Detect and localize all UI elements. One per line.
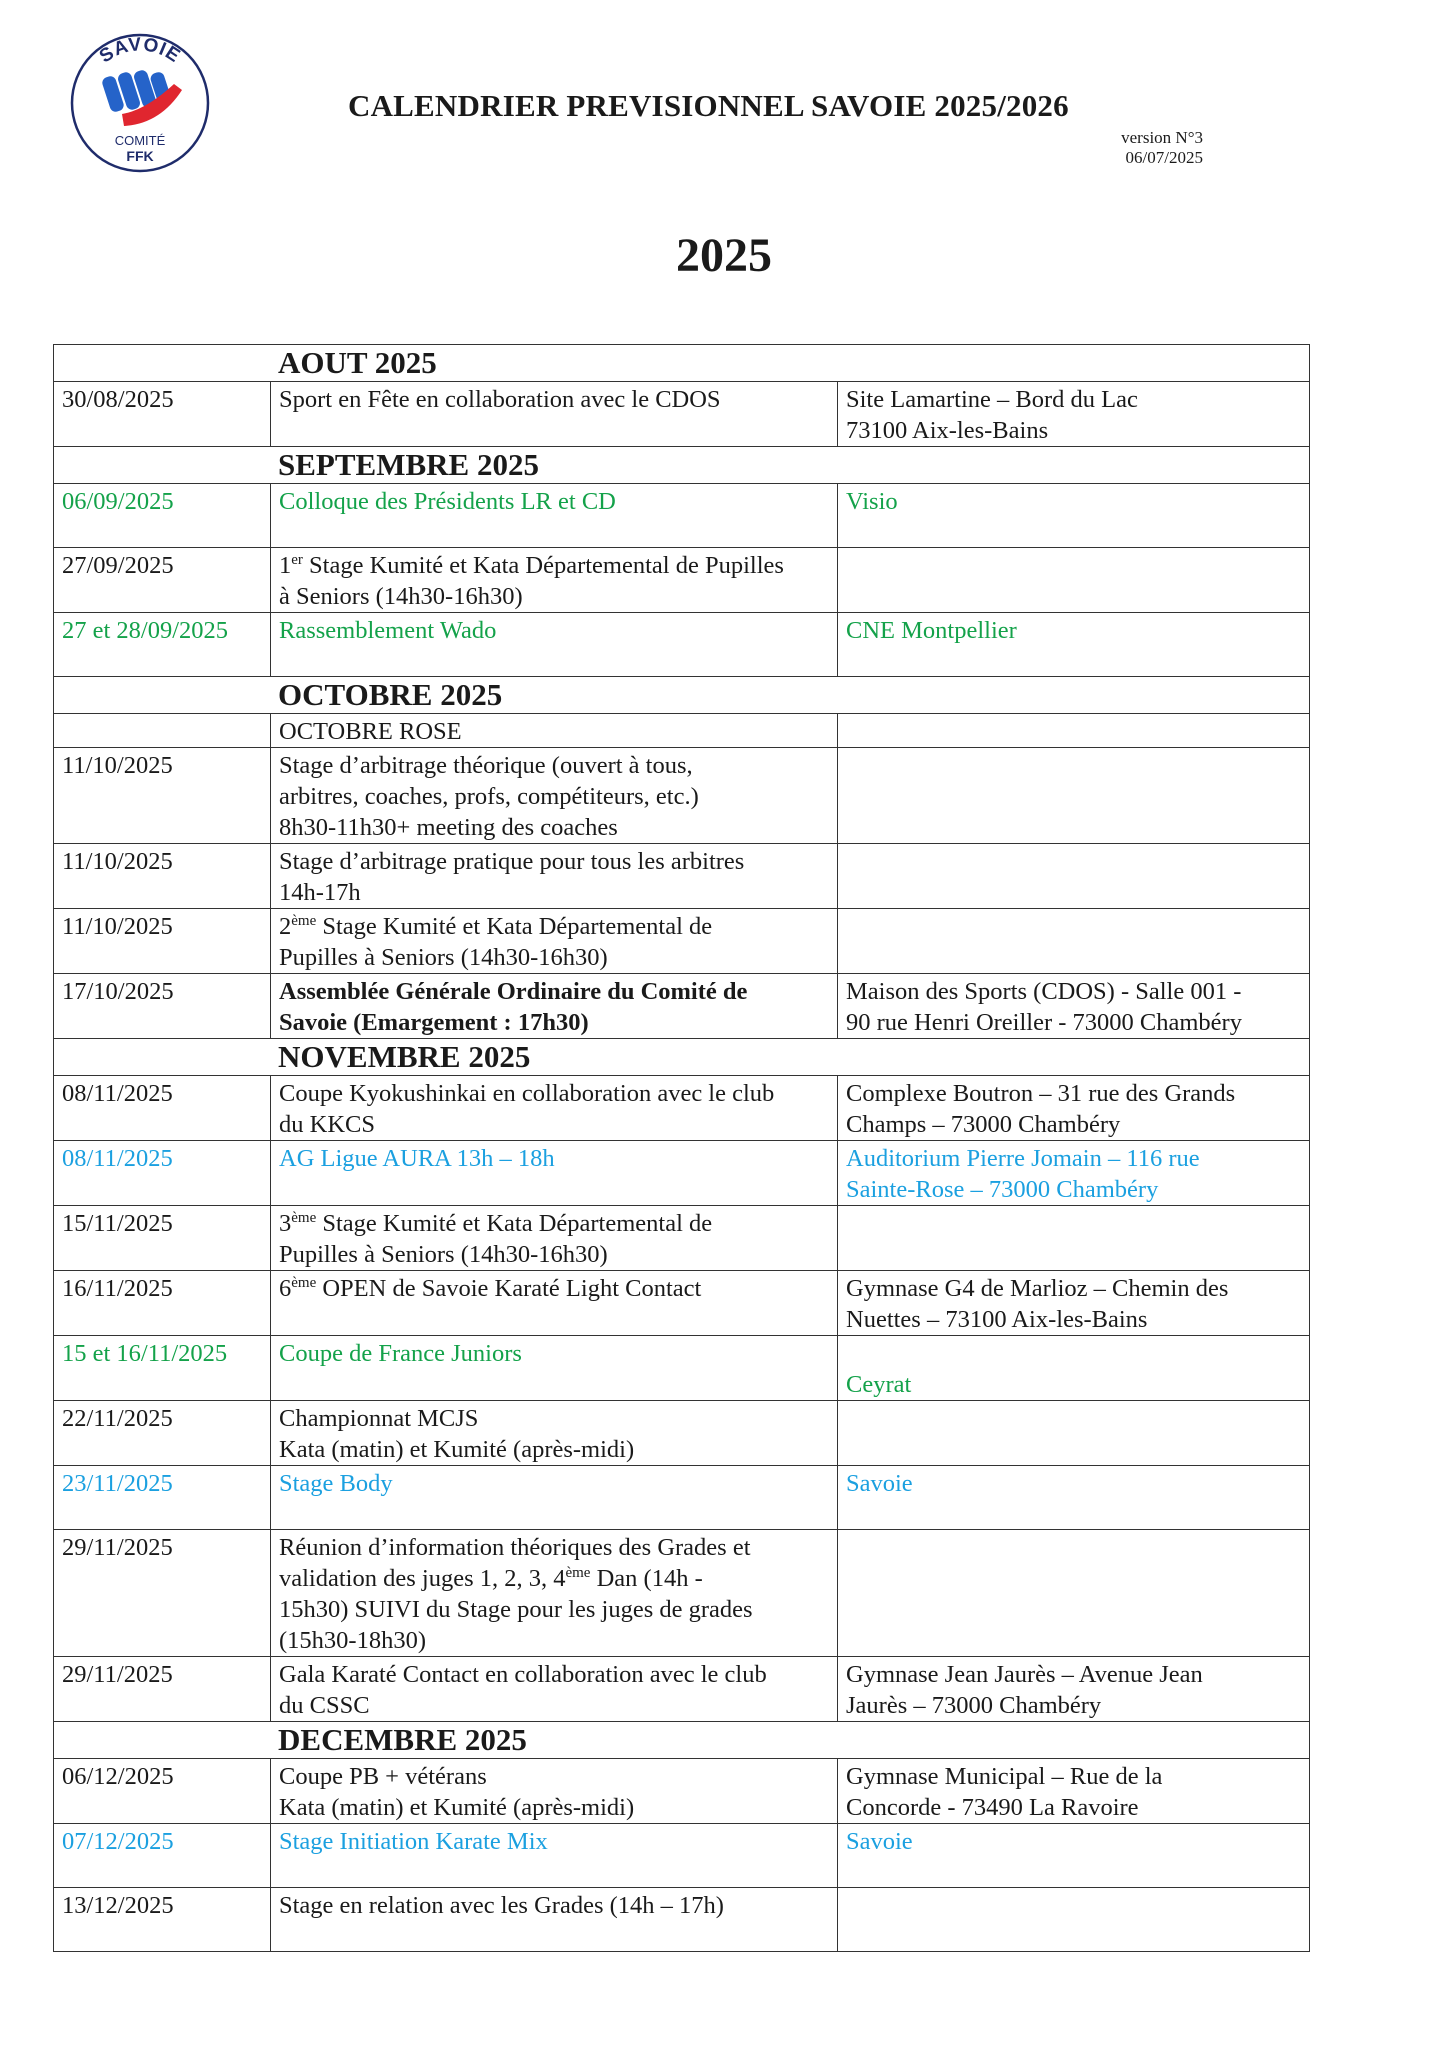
event-description: Rassemblement Wado — [271, 613, 838, 677]
month-row — [54, 1722, 1310, 1759]
event-description: Gala Karaté Contact en collaboration avec le club du CSSC — [271, 1657, 838, 1722]
event-location — [838, 548, 1310, 613]
version-date: 06/07/2025 — [1125, 148, 1203, 167]
event-row — [54, 1336, 1310, 1401]
event-location: CNE Montpellier — [838, 613, 1310, 677]
month-row — [54, 677, 1310, 714]
event-date: 30/08/2025 — [54, 382, 271, 447]
event-row — [54, 382, 1310, 447]
event-row — [54, 1141, 1310, 1206]
event-row — [54, 484, 1310, 548]
event-date: 08/11/2025 — [54, 1141, 271, 1206]
event-description: 2ème Stage Kumité et Kata Départemental de Pupilles à Seniors (14h30-16h30) — [271, 909, 838, 974]
event-date: 17/10/2025 — [54, 974, 271, 1039]
event-date: 07/12/2025 — [54, 1824, 271, 1888]
event-row — [54, 1271, 1310, 1336]
event-row — [54, 1657, 1310, 1722]
event-date: 29/11/2025 — [54, 1530, 271, 1657]
month-label: AOUT 2025 — [278, 345, 437, 380]
page-title: CALENDRIER PREVISIONNEL SAVOIE 2025/2026 — [348, 88, 1069, 123]
ffk-savoie-logo — [66, 28, 214, 178]
event-row — [54, 974, 1310, 1039]
calendar-table — [53, 344, 1310, 1952]
event-date: 16/11/2025 — [54, 1271, 271, 1336]
month-row — [54, 1039, 1310, 1076]
event-date: 11/10/2025 — [54, 844, 271, 909]
event-location: Site Lamartine – Bord du Lac 73100 Aix-les-Bains — [838, 382, 1310, 447]
month-label: SEPTEMBRE 2025 — [278, 447, 539, 482]
event-row — [54, 1888, 1310, 1952]
month-row — [54, 345, 1310, 382]
event-location — [838, 1530, 1310, 1657]
event-row — [54, 1401, 1310, 1466]
event-description: Stage en relation avec les Grades (14h – 17h) — [271, 1888, 838, 1952]
svg-text:SAVOIE: SAVOIE — [95, 34, 185, 68]
event-date: 13/12/2025 — [54, 1888, 271, 1952]
event-row — [54, 1206, 1310, 1271]
event-description: Stage d’arbitrage pratique pour tous les arbitres 14h-17h — [271, 844, 838, 909]
event-row — [54, 1824, 1310, 1888]
event-row — [54, 1759, 1310, 1824]
event-location: Visio — [838, 484, 1310, 548]
event-description: AG Ligue AURA 13h – 18h — [271, 1141, 838, 1206]
version-block — [1121, 128, 1203, 168]
event-description: Coupe Kyokushinkai en collaboration avec le club du KKCS — [271, 1076, 838, 1141]
event-description: Assemblée Générale Ordinaire du Comité de Savoie (Emargement : 17h30) — [271, 974, 838, 1039]
event-date: 06/12/2025 — [54, 1759, 271, 1824]
event-location: Complexe Boutron – 31 rue des Grands Champs – 73000 Chambéry — [838, 1076, 1310, 1141]
event-location: Gymnase G4 de Marlioz – Chemin des Nuettes – 73100 Aix-les-Bains — [838, 1271, 1310, 1336]
event-description: 1er Stage Kumité et Kata Départemental de Pupilles à Seniors (14h30-16h30) — [271, 548, 838, 613]
event-description: Stage Body — [271, 1466, 838, 1530]
event-date: 15 et 16/11/2025 — [54, 1336, 271, 1401]
event-date: 27/09/2025 — [54, 548, 271, 613]
event-location: Savoie — [838, 1466, 1310, 1530]
event-date: 08/11/2025 — [54, 1076, 271, 1141]
event-location: Gymnase Municipal – Rue de la Concorde - 73490 La Ravoire — [838, 1759, 1310, 1824]
event-date: 22/11/2025 — [54, 1401, 271, 1466]
event-location: Maison des Sports (CDOS) - Salle 001 - 90 rue Henri Oreiller - 73000 Chambéry — [838, 974, 1310, 1039]
event-row — [54, 613, 1310, 677]
month-label: NOVEMBRE 2025 — [278, 1039, 531, 1074]
event-row — [54, 909, 1310, 974]
event-row — [54, 548, 1310, 613]
event-description: 3ème Stage Kumité et Kata Départemental de Pupilles à Seniors (14h30-16h30) — [271, 1206, 838, 1271]
version-number: version N°3 — [1121, 128, 1203, 147]
event-location: Savoie — [838, 1824, 1310, 1888]
event-description: Colloque des Présidents LR et CD — [271, 484, 838, 548]
event-date: 11/10/2025 — [54, 909, 271, 974]
month-row — [54, 447, 1310, 484]
event-description: Coupe PB + vétérans Kata (matin) et Kumité (après-midi) — [271, 1759, 838, 1824]
event-description: Stage Initiation Karate Mix — [271, 1824, 838, 1888]
event-location — [838, 1888, 1310, 1952]
event-location: Auditorium Pierre Jomain – 116 rue Sainte-Rose – 73000 Chambéry — [838, 1141, 1310, 1206]
event-location — [838, 748, 1310, 844]
event-date — [54, 714, 271, 748]
event-location — [838, 844, 1310, 909]
event-description: OCTOBRE ROSE — [271, 714, 838, 748]
event-location — [838, 714, 1310, 748]
event-date: 06/09/2025 — [54, 484, 271, 548]
event-date: 11/10/2025 — [54, 748, 271, 844]
event-description: Stage d’arbitrage théorique (ouvert à tous, arbitres, coaches, profs, compétiteurs, etc.) 8h30-11h30+ meeting des coaches — [271, 748, 838, 844]
year-heading: 2025 — [676, 229, 772, 282]
event-location: Gymnase Jean Jaurès – Avenue Jean Jaurès – 73000 Chambéry — [838, 1657, 1310, 1722]
svg-text:COMITÉ: COMITÉ — [114, 133, 166, 148]
event-row — [54, 1466, 1310, 1530]
event-row — [54, 1076, 1310, 1141]
event-row — [54, 1530, 1310, 1657]
event-row — [54, 748, 1310, 844]
event-description: Championnat MCJS Kata (matin) et Kumité (après-midi) — [271, 1401, 838, 1466]
svg-text:FFK: FFK — [126, 148, 154, 164]
event-date: 15/11/2025 — [54, 1206, 271, 1271]
month-label: OCTOBRE 2025 — [278, 677, 503, 712]
event-description: Coupe de France Juniors — [271, 1336, 838, 1401]
event-row — [54, 714, 1310, 748]
event-date: 27 et 28/09/2025 — [54, 613, 271, 677]
event-location: Ceyrat — [838, 1336, 1310, 1401]
event-location — [838, 909, 1310, 974]
event-description: Sport en Fête en collaboration avec le CDOS — [271, 382, 838, 447]
event-location — [838, 1206, 1310, 1271]
event-description: 6ème OPEN de Savoie Karaté Light Contact — [271, 1271, 838, 1336]
event-location — [838, 1401, 1310, 1466]
month-label: DECEMBRE 2025 — [278, 1722, 527, 1757]
event-date: 29/11/2025 — [54, 1657, 271, 1722]
event-date: 23/11/2025 — [54, 1466, 271, 1530]
event-description: Réunion d’information théoriques des Grades et validation des juges 1, 2, 3, 4ème Dan (14h - 15h30) SUIVI du Stage pour les juges de grades (15h30-18h30) — [271, 1530, 838, 1657]
event-row — [54, 844, 1310, 909]
